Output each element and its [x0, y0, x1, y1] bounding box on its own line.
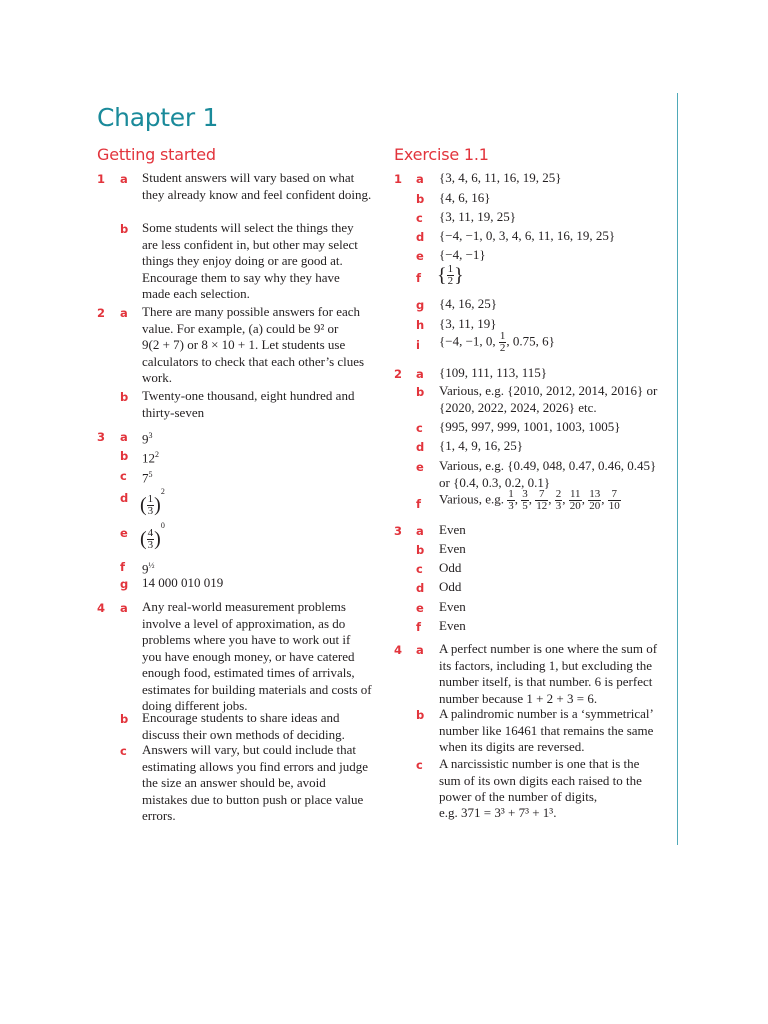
gs-q2b-label: b	[120, 390, 129, 404]
ex-q3d-text: Odd	[439, 579, 462, 594]
ex-q2f-fractions: Various, e.g. $\frac{1}{3}$ , $\frac{3}{5}$ , $\frac{7}{12}$ , $\frac{2}{3}$ , $\frac{11}{20}$ , $\frac{13}{20}$ , $\frac{7}{10}$	[439, 488, 620, 512]
ex-q2d-text: {1, 4, 9, 16, 25}	[439, 438, 523, 453]
ex-q2c-text: {995, 997, 999, 1001, 1003, 1005}	[439, 419, 621, 434]
ex-q1a-label: a	[416, 172, 424, 186]
fraction: $\frac{3}{5}$	[522, 488, 528, 512]
gs-q3c-power: $7^5$	[142, 470, 153, 486]
column-rule	[677, 93, 678, 845]
fraction: $\frac{7}{10}$	[608, 488, 620, 512]
ex-q1g-label: g	[416, 298, 425, 312]
gs-q3e-label: e	[120, 526, 128, 540]
ex-q1i-set: {−4, −1, 0, $\frac{1}{2}$ , 0.75, 6}	[439, 330, 555, 354]
fraction: $\frac{11}{20}$	[569, 488, 581, 512]
ex-q3a-text: Even	[439, 522, 466, 537]
fraction: $\frac{7}{12}$	[536, 488, 548, 512]
ex-q3b-label: b	[416, 543, 425, 557]
gs-q4a-label: a	[120, 601, 128, 615]
ex-q1e-text: {−4, −1}	[439, 247, 486, 262]
ex-q1i-label: i	[416, 338, 420, 352]
gs-q3b-label: b	[120, 449, 129, 463]
ex-q1c-text: {3, 11, 19, 25}	[439, 209, 516, 224]
ex-q1h-text: {3, 11, 19}	[439, 316, 497, 331]
chapter-title: Chapter 1	[97, 103, 219, 132]
fraction: $\frac{1}{3}$	[508, 488, 514, 512]
ex-q2e-text: Various, e.g. {0.49, 048, 0.47, 0.46, 0.45} or {0.4, 0.3, 0.2, 0.1}	[439, 458, 657, 490]
fraction: $\frac{13}{20}$	[589, 488, 601, 512]
ex-q2f-label: f	[416, 497, 422, 511]
ex-q1b-label: b	[416, 192, 425, 206]
ex-q1f-set: { $\frac{1}{2}$ }	[437, 263, 464, 287]
left-heading: Getting started	[97, 145, 216, 164]
gs-q4b-label: b	[120, 712, 129, 726]
right-heading: Exercise 1.1	[394, 145, 489, 164]
gs-q3d-label: d	[120, 491, 129, 505]
ex-q1h-label: h	[416, 318, 425, 332]
ex-q3d-label: d	[416, 581, 425, 595]
ex-q2b-label: b	[416, 385, 425, 399]
ex-q2a-label: a	[416, 367, 424, 381]
ex-q3f-label: f	[416, 620, 422, 634]
ex-q1c-label: c	[416, 211, 423, 225]
ex-q2c-label: c	[416, 421, 423, 435]
ex-q1d-label: d	[416, 230, 425, 244]
gs-q2a-label: a	[120, 306, 128, 320]
ex-q1e-label: e	[416, 249, 424, 263]
ex-q4a-text: A perfect number is one where the sum of its factors, including 1, but excluding the number itself, is that number. 6 is perfect number because 1 + 2 + 3 = 6.	[439, 641, 658, 706]
ex-q1a-text: {3, 4, 6, 11, 16, 19, 25}	[439, 170, 562, 185]
gs-q1-number: 1	[97, 172, 106, 186]
ex-q1b-text: {4, 6, 16}	[439, 190, 491, 205]
gs-q1b-text: Some students will select the things they are less confident in, but other may select things they enjoy doing or are good at. Encourage them to say why they have made each selection.	[142, 220, 358, 301]
gs-q4c-label: c	[120, 744, 127, 758]
gs-q3f-label: f	[120, 560, 126, 574]
ex-q3a-label: a	[416, 524, 424, 538]
gs-q3g-text: 14 000 010 019	[142, 575, 224, 590]
ex-q4b-label: b	[416, 708, 425, 722]
gs-q3e-power: ( $\frac{4}{3}$ )$^0$	[140, 521, 165, 551]
ex-q2a-text: {109, 111, 113, 115}	[439, 365, 548, 380]
ex-q4a-label: a	[416, 643, 424, 657]
ex-q3b-text: Even	[439, 541, 466, 556]
ex-q3c-text: Odd	[439, 560, 462, 575]
ex-q1d-text: {−4, −1, 0, 3, 4, 6, 11, 16, 19, 25}	[439, 228, 616, 243]
ex-q4-number: 4	[394, 643, 403, 657]
gs-q1a-label: a	[120, 172, 128, 186]
ex-q2d-label: d	[416, 440, 425, 454]
ex-q3-number: 3	[394, 524, 403, 538]
gs-q1b-label: b	[120, 222, 129, 236]
gs-q2a-text2: 9(2 + 7) or 8 × 10 + 1. Let students use calculators to check that each other’s clues work.	[142, 337, 365, 385]
gs-q3b-power: $12^2$	[142, 450, 159, 466]
gs-q2b-text: Twenty-one thousand, eight hundred and thirty-seven	[142, 388, 355, 420]
ex-q3f-text: Even	[439, 618, 466, 633]
ex-q4c-text: A narcissistic number is one that is the sum of its own digits each raised to the power of the number of digits,	[439, 756, 642, 804]
gs-q3a-power: $9^3$	[142, 431, 153, 447]
ex-q3c-label: c	[416, 562, 423, 576]
ex-q2e-label: e	[416, 460, 424, 474]
ex-q1-number: 1	[394, 172, 403, 186]
ex-q2b-text: Various, e.g. {2010, 2012, 2014, 2016} or {2020, 2022, 2024, 2026} etc.	[439, 383, 658, 415]
ex-q3e-label: e	[416, 601, 424, 615]
gs-q2-number: 2	[97, 306, 106, 320]
gs-q4b-text: Encourage students to share ideas and discuss their own methods of deciding.	[142, 710, 345, 742]
gs-q4-number: 4	[97, 601, 106, 615]
gs-q3-number: 3	[97, 430, 106, 444]
gs-q3d-power: ( $\frac{1}{3}$ )$^2$	[140, 487, 165, 517]
ex-q3e-text: Even	[439, 599, 466, 614]
fraction: $\frac{2}{3}$	[555, 488, 562, 512]
gs-q3c-label: c	[120, 469, 127, 483]
ex-q4c-label: c	[416, 758, 423, 772]
gs-q2a-text1: There are many possible answers for each value. For example, (a) could be 9² or	[142, 304, 361, 336]
ex-q1f-label: f	[416, 271, 422, 285]
gs-q1a-text: Student answers will vary based on what they already know and feel confident doing.	[142, 170, 372, 202]
gs-q3f-power: $9^{\frac{1}{2}}$	[142, 561, 155, 577]
gs-q4c-text: Answers will vary, but could include that estimating allows you find errors and judge the size an answer should be, avoid mistakes due to button push or place value errors.	[142, 742, 369, 823]
gs-q3a-label: a	[120, 430, 128, 444]
ex-q1g-text: {4, 16, 25}	[439, 296, 497, 311]
gs-q3g-label: g	[120, 577, 129, 591]
ex-q2-number: 2	[394, 367, 403, 381]
ex-q4b-text: A palindromic number is a ‘symmetrical’ number like 16461 that remains the same when its digits are reversed.	[439, 706, 654, 754]
gs-q4a-text: Any real-world measurement problems involve a level of approximation, as do problems where you have to work out if you have enough money, or have catered enough food, estimated times of arrivals, estimates for building materials and costs of doing different jobs.	[142, 599, 372, 713]
ex-q4c-example: e.g. 371 = 3³ + 7³ + 1³.	[439, 805, 557, 820]
